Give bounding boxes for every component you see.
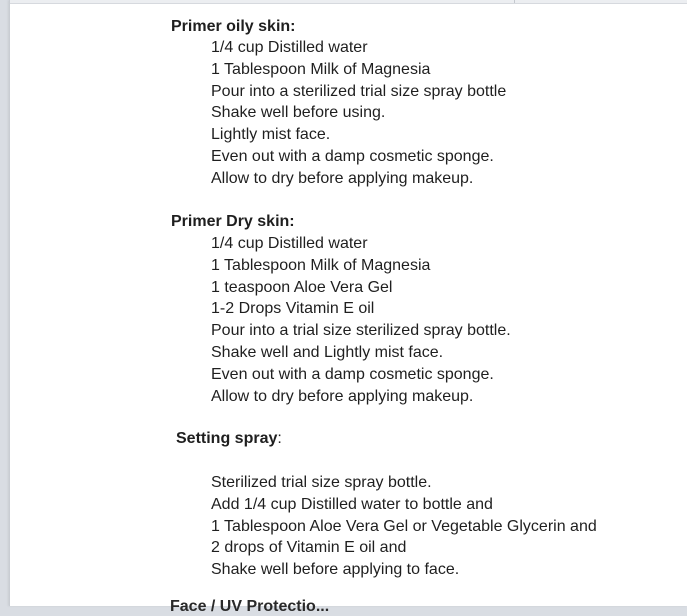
list-item: 1/4 cup Distilled water: [211, 39, 368, 56]
section-title-text: Setting spray: [176, 430, 278, 447]
section-title-colon: :: [277, 430, 282, 447]
section-list-setting-spray: [211, 472, 597, 581]
list-item: 1 Tablespoon Milk of Magnesia: [211, 60, 431, 78]
list-item: Even out with a damp cosmetic sponge.: [211, 365, 494, 383]
list-item: Shake well before using.: [211, 104, 386, 122]
list-item: Add 1/4 cup Distilled water to bottle and: [211, 495, 493, 513]
list-item: Sterilized trial size spray bottle.: [211, 474, 432, 491]
section-title-setting-spray: [176, 430, 282, 448]
section-title-primer-dry: Primer Dry skin:: [171, 213, 295, 230]
list-item: Shake well and Lightly mist face.: [211, 343, 444, 361]
list-item: Lightly mist face.: [211, 126, 331, 144]
list-item: Shake well before applying to face.: [211, 561, 460, 579]
list-item: Pour into a sterilized trial size spray bottle: [211, 82, 507, 100]
document-page: [9, 0, 687, 615]
next-section-title-cutoff: Face / UV Protectio...: [170, 598, 330, 615]
list-item: 1 Tablespoon Milk of Magnesia: [211, 256, 431, 274]
section-list-primer-oily: [211, 37, 506, 190]
list-item: Allow to dry before applying makeup.: [211, 387, 474, 405]
section-list-primer-dry: [211, 233, 511, 407]
list-item: 1 Tablespoon Aloe Vera Gel or Vegetable Glycerin and: [211, 517, 597, 535]
list-item: Allow to dry before applying makeup.: [211, 169, 474, 187]
list-item: 1-2 Drops Vitamin E oil: [211, 300, 375, 318]
list-item: 1 teaspoon Aloe Vera Gel: [211, 278, 393, 296]
section-title-primer-oily: Primer oily skin:: [171, 18, 296, 35]
list-item: Even out with a damp cosmetic sponge.: [211, 147, 494, 165]
list-item: 2 drops of Vitamin E oil and: [211, 539, 407, 557]
list-item: Pour into a trial size sterilized spray bottle.: [211, 322, 511, 340]
page-top-divider: [514, 0, 515, 3]
list-item: 1/4 cup Distilled water: [211, 235, 368, 252]
page-top-edge: [10, 0, 687, 4]
